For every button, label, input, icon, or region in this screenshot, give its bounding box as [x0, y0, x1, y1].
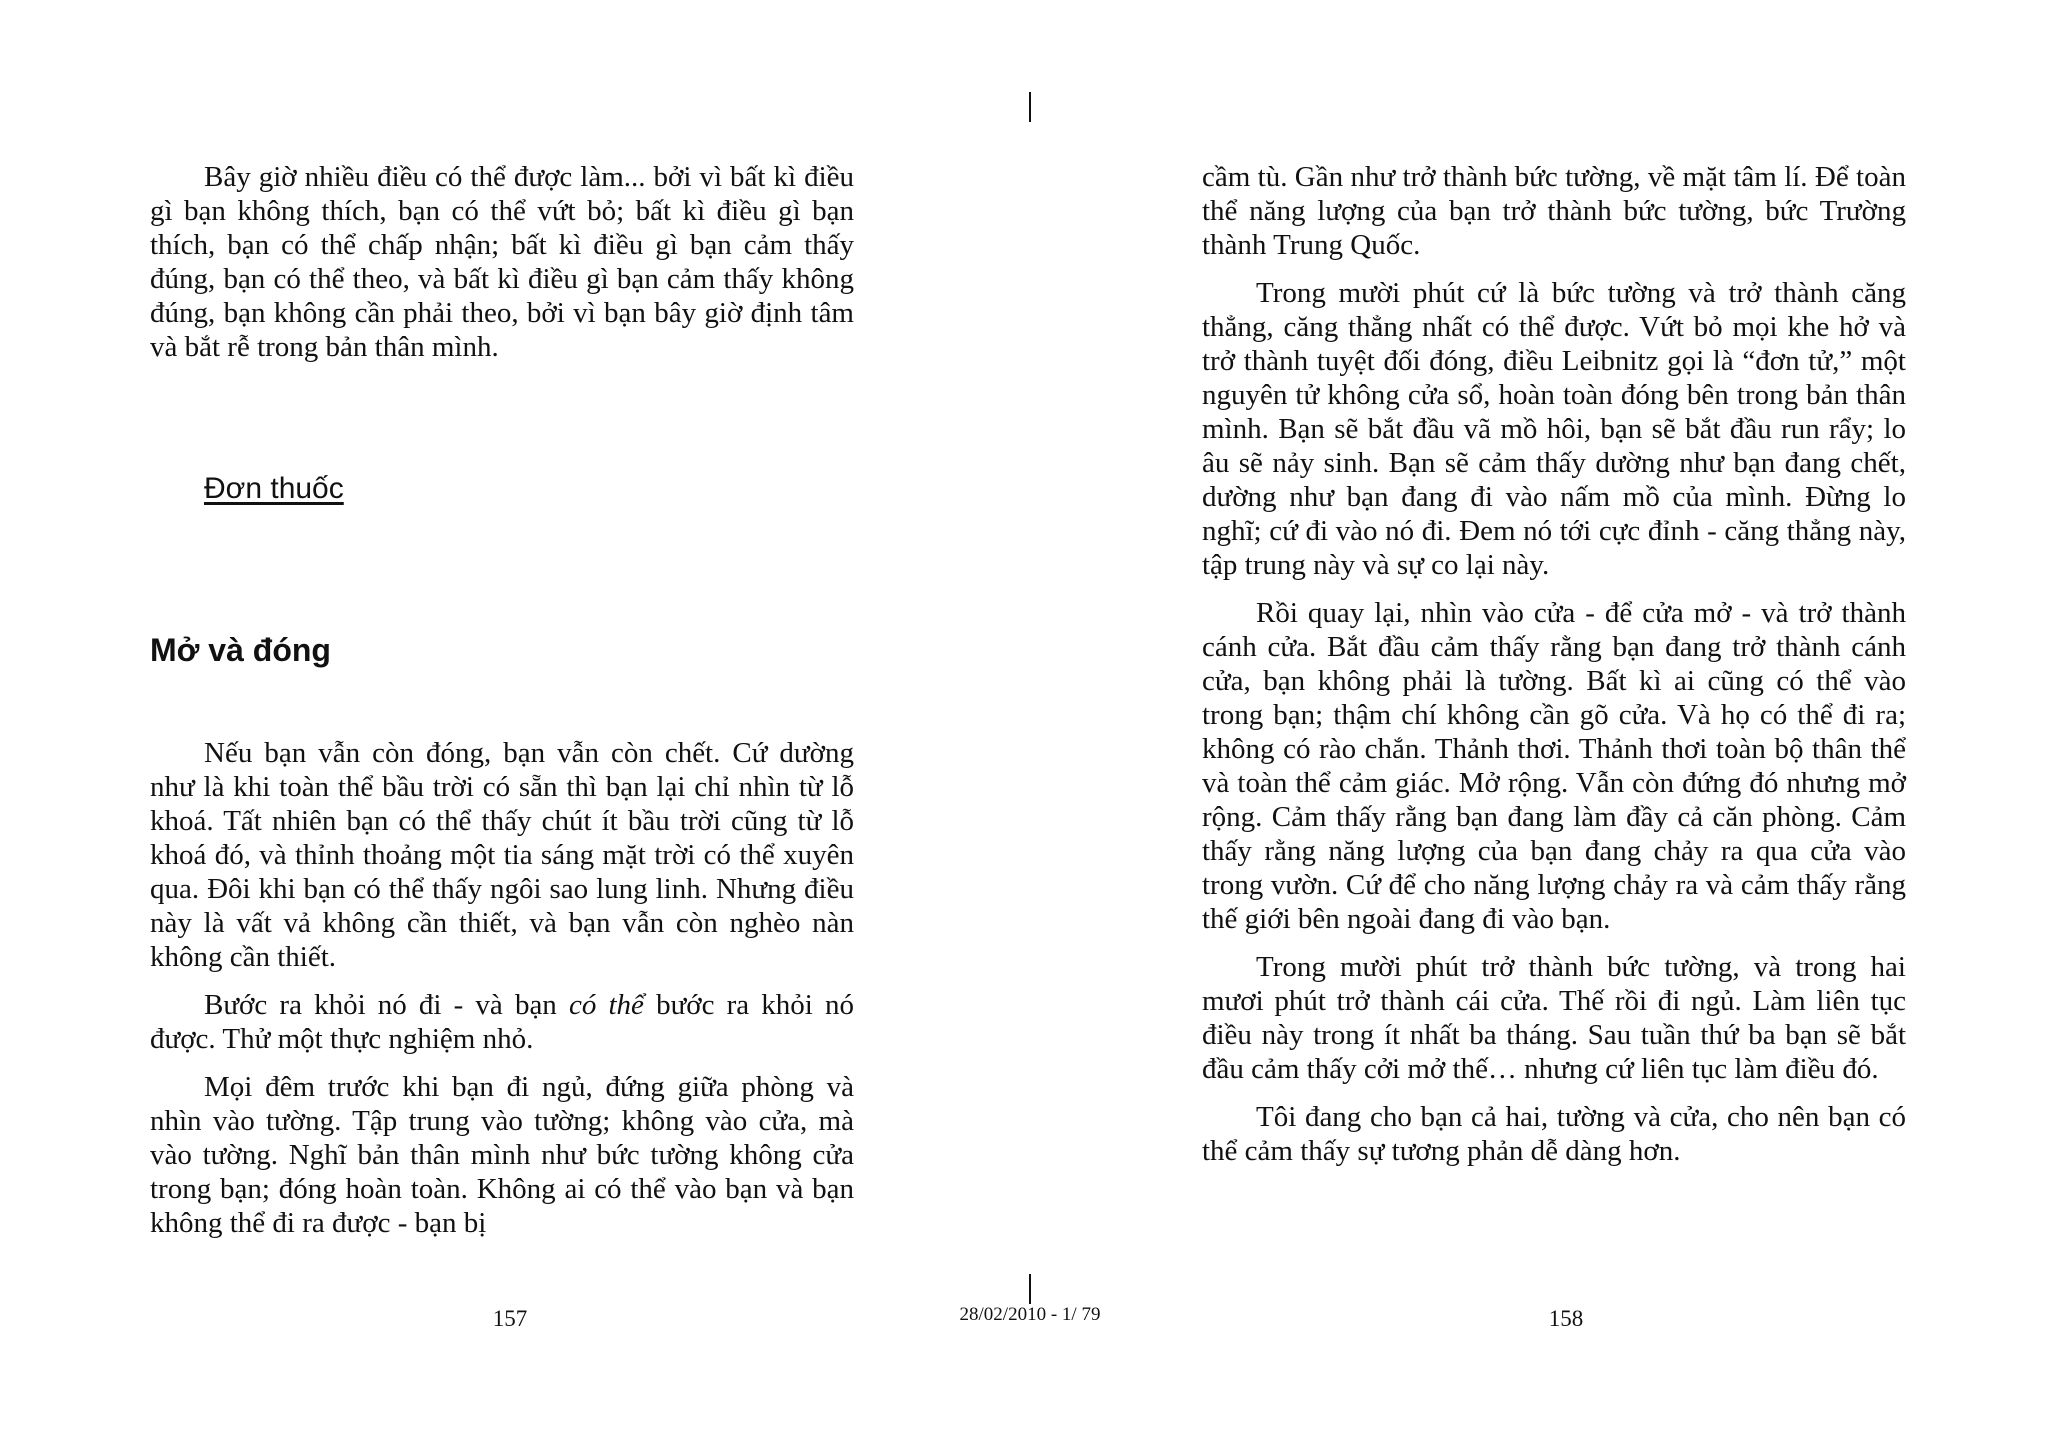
left-paragraph-1: Nếu bạn vẫn còn đóng, bạn vẫn còn chết. Cứ dường như là khi toàn thể bầu trời có sẵn thì bạn lại chỉ nhìn từ lỗ khoá. Tất nhiên bạn có thể thấy chút ít bầu trời cũng từ lỗ khoá đó, và thỉnh thoảng một tia sáng mặt trời có thể xuyên qua. Đôi khi bạn có thể thấy ngôi sao lung linh. Nhưng điều này là vất vả không cần thiết, và bạn vẫn còn nghèo nàn không cần thiết. [150, 737, 854, 973]
left-main-block [150, 736, 854, 1240]
left-paragraph-2-emphasis: có thể [568, 989, 644, 1021]
left-paragraph-3: Mọi đêm trước khi bạn đi ngủ, đứng giữa phòng và nhìn vào tường. Tập trung vào tường; không vào cửa, mà vào tường. Nghĩ bản thân mình như bức tường không cửa trong bạn; đóng hoàn toàn. Không ai có thể vào bạn và bạn không thể đi ra được - bạn bị [150, 1071, 854, 1239]
right-main-block [1202, 160, 1906, 1168]
top-center-rule [1029, 92, 1031, 122]
right-paragraph-5: Tôi đang cho bạn cả hai, tường và cửa, cho nên bạn có thể cảm thấy sự tương phản dễ dàng hơn. [1202, 1101, 1906, 1167]
right-paragraph-3: Rồi quay lại, nhìn vào cửa - để cửa mở - và trở thành cánh cửa. Bắt đầu cảm thấy rằng bạn đang trở thành cánh cửa, bạn không phải là tường. Bất kì ai cũng có thể vào trong bạn; thậm chí không cần gõ cửa. Và họ có thể đi ra; không có rào chắn. Thảnh thơi. Thảnh thơi toàn bộ thân thể và toàn thể cảm giác. Mở rộng. Vẫn còn đứng đó nhưng mở rộng. Cảm thấy rằng bạn đang làm đầy cả căn phòng. Cảm thấy rằng năng lượng của bạn đang chảy ra qua cửa vào trong vườn. Cứ để cho năng lượng chảy ra và cảm thấy rằng thế giới bên ngoài đang đi vào bạn. [1202, 597, 1906, 935]
right-page [1202, 0, 1906, 1448]
right-page-number: 158 [1548, 1306, 1584, 1331]
right-paragraph-1: cầm tù. Gần như trở thành bức tường, về mặt tâm lí. Để toàn thể năng lượng của bạn trở thành bức tường, bức Trường thành Trung Quốc. [1202, 161, 1906, 261]
left-paragraph-2-end: bước ra khỏi nó được. Thử một thực nghiệm nhỏ. [150, 989, 855, 1055]
prescription-heading: Đơn thuốc [204, 472, 344, 505]
left-paragraph-2-start: Bước ra khỏi nó đi - và bạn [204, 989, 569, 1021]
footer-date-page: 28/02/2010 - 1/ 79 [959, 1304, 1101, 1325]
left-page [150, 0, 854, 1448]
left-paragraph-2 [150, 988, 854, 1056]
left-intro-paragraph: Bây giờ nhiều điều có thể được làm... bởi vì bất kì điều gì bạn không thích, bạn có thể vứt bỏ; bất kì điều gì bạn thích, bạn có thể chấp nhận; bất kì điều gì bạn cảm thấy đúng, bạn có thể theo, và bất kì điều gì bạn cảm thấy không đúng, bạn không cần phải theo, bởi vì bạn bây giờ định tâm và bắt rễ trong bản thân mình. [150, 161, 854, 363]
left-page-number: 157 [492, 1306, 528, 1331]
right-paragraph-2: Trong mười phút cứ là bức tường và trở thành căng thẳng, căng thẳng nhất có thể được. Vứt bỏ mọi khe hở và trở thành tuyệt đối đóng, điều Leibnitz gọi là “đơn tử,” một nguyên tử không cửa sổ, hoàn toàn đóng bên trong bản thân mình. Bạn sẽ bắt đầu vã mồ hôi, bạn sẽ bắt đầu run rẩy; lo âu sẽ nảy sinh. Bạn sẽ cảm thấy dường như bạn đang chết, dường như bạn đang đi vào nấm mồ của mình. Đừng lo nghĩ; cứ đi vào nó đi. Đem nó tới cực đỉnh - căng thẳng này, tập trung này và sự co lại này. [1202, 277, 1906, 581]
left-intro-block [150, 160, 854, 364]
bottom-center-rule [1029, 1274, 1031, 1304]
right-paragraph-4: Trong mười phút trở thành bức tường, và trong hai mươi phút trở thành cái cửa. Thế rồi đi ngủ. Làm liên tục điều này trong ít nhất ba tháng. Sau tuần thứ ba bạn sẽ bắt đầu cảm thấy cởi mở thế… nhưng cứ liên tục làm điều đó. [1202, 951, 1906, 1085]
section-title: Mở và đóng [150, 632, 331, 668]
